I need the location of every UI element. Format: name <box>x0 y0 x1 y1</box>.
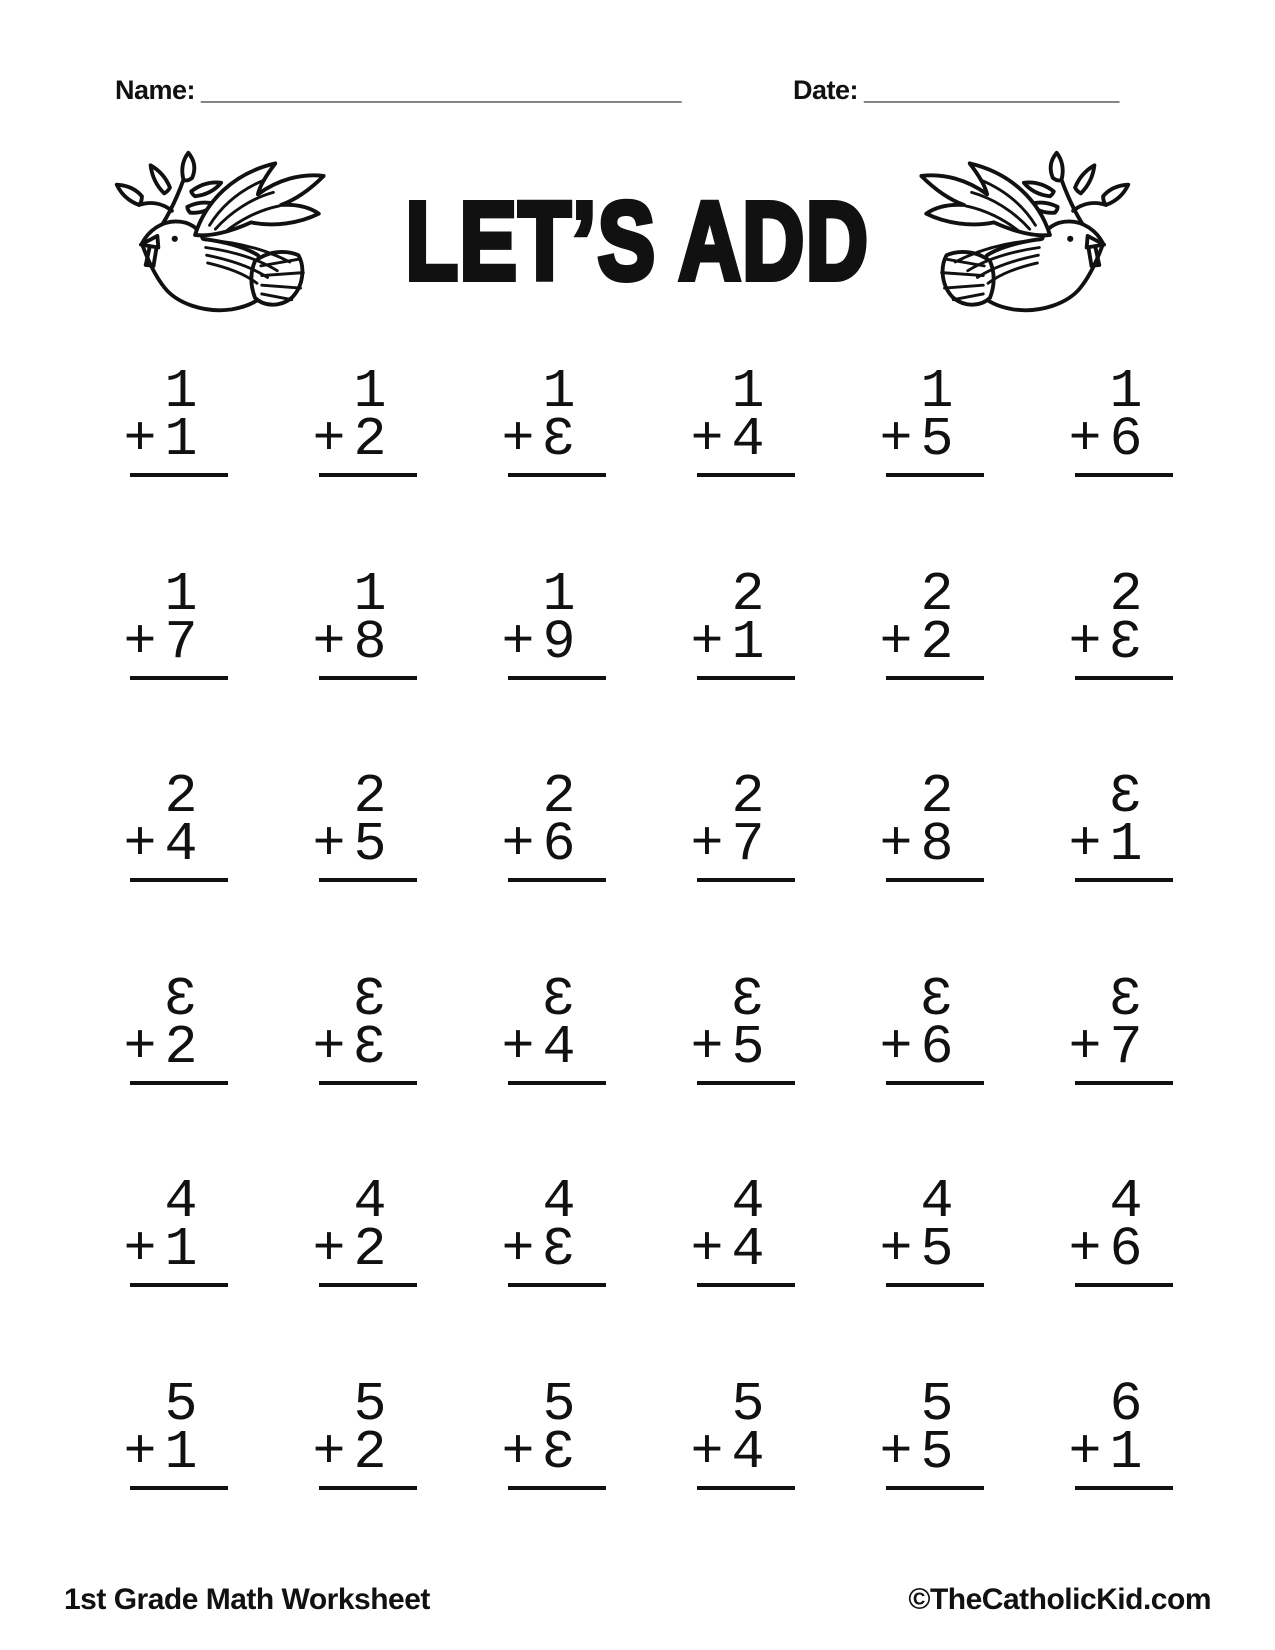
bottom-addend-row <box>492 1218 604 1281</box>
bottom-addend-row <box>114 1015 226 1079</box>
worksheet-title: LET’S ADD <box>405 180 870 303</box>
bottom-addend: 1 <box>164 408 198 471</box>
footer-copyright: ©TheCatholicKid.com <box>908 1583 1211 1616</box>
bottom-addend-row <box>303 610 415 674</box>
top-addend: 4 <box>1109 1170 1143 1233</box>
bottom-addend-row <box>114 610 226 674</box>
answer-line <box>886 473 984 477</box>
answer-line <box>508 1081 606 1085</box>
top-addend: 6 <box>1109 1372 1143 1436</box>
bottom-addend: 3 <box>542 408 576 471</box>
top-addend: 1 <box>164 360 198 423</box>
top-addend: 2 <box>920 765 954 828</box>
plus-icon: + <box>879 1420 913 1484</box>
bottom-addend: 3 <box>542 1420 576 1484</box>
plus-icon: + <box>690 1218 724 1281</box>
bottom-addend: 8 <box>920 813 954 876</box>
addition-problem <box>1059 1170 1171 1381</box>
top-addend: 3 <box>542 967 576 1031</box>
bottom-addend-row <box>870 1218 982 1281</box>
dove-olive-branch-icon-mirrored <box>903 150 1135 316</box>
answer-line <box>1075 1283 1173 1287</box>
addition-problem <box>303 765 415 976</box>
addition-problem <box>870 562 982 774</box>
answer-line <box>886 1283 984 1287</box>
bottom-addend: 6 <box>1109 1218 1143 1281</box>
answer-line <box>886 878 984 882</box>
bottom-addend-row <box>492 1015 604 1079</box>
date-line: _________________ <box>864 75 1120 105</box>
plus-icon: + <box>123 1420 157 1484</box>
bottom-addend: 4 <box>542 1015 576 1079</box>
answer-line <box>130 1081 228 1085</box>
top-addend: 2 <box>731 562 765 626</box>
plus-icon: + <box>312 610 346 674</box>
bottom-addend-row <box>492 813 604 876</box>
top-addend: 4 <box>164 1170 198 1233</box>
problems-grid <box>75 360 1209 1583</box>
addition-problem <box>870 765 982 976</box>
top-addend: 1 <box>920 360 954 423</box>
plus-icon: + <box>1068 813 1102 876</box>
top-addend: 3 <box>731 967 765 1031</box>
bottom-addend: 3 <box>353 1015 387 1079</box>
addition-problem <box>114 765 226 976</box>
bottom-addend-row <box>681 1420 793 1484</box>
plus-icon: + <box>879 408 913 471</box>
top-addend: 1 <box>542 360 576 423</box>
bottom-addend-row <box>681 1218 793 1281</box>
answer-line <box>508 878 606 882</box>
addition-problem <box>492 967 604 1179</box>
addition-problem <box>492 360 604 571</box>
bottom-addend: 1 <box>164 1218 198 1281</box>
top-addend: 5 <box>920 1372 954 1436</box>
bottom-addend: 3 <box>542 1218 576 1281</box>
answer-line <box>319 1283 417 1287</box>
answer-line <box>130 878 228 882</box>
addition-problem <box>870 360 982 571</box>
answer-line <box>319 1486 417 1490</box>
plus-icon: + <box>690 408 724 471</box>
bottom-addend-row <box>492 610 604 674</box>
top-addend: 1 <box>542 562 576 626</box>
plus-icon: + <box>879 610 913 674</box>
bottom-addend: 5 <box>920 1218 954 1281</box>
top-addend: 5 <box>731 1372 765 1436</box>
answer-line <box>886 1486 984 1490</box>
answer-line <box>319 676 417 680</box>
answer-line <box>319 473 417 477</box>
answer-line <box>1075 1081 1173 1085</box>
top-addend: 2 <box>920 562 954 626</box>
name-line: ________________________________ <box>201 75 682 105</box>
addition-problem <box>114 360 226 571</box>
addition-problem <box>114 967 226 1179</box>
bottom-addend: 9 <box>542 610 576 674</box>
addition-problem <box>114 562 226 774</box>
answer-line <box>508 1283 606 1287</box>
bottom-addend-row <box>492 1420 604 1484</box>
answer-line <box>130 1283 228 1287</box>
addition-problem <box>492 765 604 976</box>
plus-icon: + <box>312 1015 346 1079</box>
bottom-addend: 2 <box>353 1420 387 1484</box>
plus-icon: + <box>1068 408 1102 471</box>
addition-problem <box>303 360 415 571</box>
bottom-addend: 4 <box>731 1218 765 1281</box>
bottom-addend-row <box>492 408 604 471</box>
bottom-addend: 2 <box>353 1218 387 1281</box>
addition-problem <box>681 1372 793 1584</box>
bottom-addend: 7 <box>1109 1015 1143 1079</box>
addition-problem <box>303 967 415 1179</box>
bottom-addend: 4 <box>731 1420 765 1484</box>
date-label: Date: <box>793 75 859 105</box>
bottom-addend-row <box>1059 1015 1171 1079</box>
bottom-addend: 2 <box>164 1015 198 1079</box>
top-addend: 5 <box>542 1372 576 1436</box>
bottom-addend-row <box>1059 813 1171 876</box>
addition-problem <box>492 562 604 774</box>
bottom-addend: 7 <box>731 813 765 876</box>
bottom-addend-row <box>870 1420 982 1484</box>
answer-line <box>697 878 795 882</box>
bottom-addend-row <box>303 408 415 471</box>
bottom-addend-row <box>681 610 793 674</box>
plus-icon: + <box>690 813 724 876</box>
addition-problem <box>681 562 793 774</box>
plus-icon: + <box>123 610 157 674</box>
addition-problem <box>870 967 982 1179</box>
top-addend: 2 <box>731 765 765 828</box>
answer-line <box>697 1283 795 1287</box>
answer-line <box>130 473 228 477</box>
bottom-addend-row <box>870 610 982 674</box>
top-addend: 3 <box>1109 967 1143 1031</box>
answer-line <box>1075 676 1173 680</box>
top-addend: 2 <box>164 765 198 828</box>
plus-icon: + <box>501 1420 535 1484</box>
plus-icon: + <box>1068 1015 1102 1079</box>
answer-line <box>697 1081 795 1085</box>
addition-problem <box>681 967 793 1179</box>
plus-icon: + <box>690 1015 724 1079</box>
name-field <box>115 74 682 106</box>
top-addend: 4 <box>731 1170 765 1233</box>
bottom-addend-row <box>1059 1218 1171 1281</box>
answer-line <box>319 878 417 882</box>
addition-problem <box>114 1372 226 1584</box>
answer-line <box>508 473 606 477</box>
bottom-addend-row <box>1059 610 1171 674</box>
bottom-addend-row <box>870 813 982 876</box>
plus-icon: + <box>1068 1420 1102 1484</box>
plus-icon: + <box>501 610 535 674</box>
date-field <box>793 74 1119 106</box>
addition-problem <box>681 1170 793 1381</box>
addition-problem <box>1059 562 1171 774</box>
bottom-addend: 2 <box>353 408 387 471</box>
bottom-addend: 6 <box>920 1015 954 1079</box>
name-label: Name: <box>115 75 196 105</box>
addition-problem <box>1059 360 1171 571</box>
addition-problem <box>303 562 415 774</box>
top-addend: 5 <box>164 1372 198 1436</box>
answer-line <box>886 676 984 680</box>
bottom-addend-row <box>114 408 226 471</box>
bottom-addend: 4 <box>731 408 765 471</box>
answer-line <box>697 1486 795 1490</box>
plus-icon: + <box>501 813 535 876</box>
plus-icon: + <box>690 610 724 674</box>
plus-icon: + <box>501 1218 535 1281</box>
bottom-addend-row <box>681 1015 793 1079</box>
bottom-addend: 8 <box>353 610 387 674</box>
plus-icon: + <box>123 1015 157 1079</box>
bottom-addend: 5 <box>920 1420 954 1484</box>
top-addend: 1 <box>353 360 387 423</box>
addition-problem <box>870 1170 982 1381</box>
plus-icon: + <box>879 1015 913 1079</box>
plus-icon: + <box>123 408 157 471</box>
answer-line <box>508 676 606 680</box>
bottom-addend: 2 <box>920 610 954 674</box>
bottom-addend: 3 <box>1109 610 1143 674</box>
bottom-addend-row <box>114 1420 226 1484</box>
plus-icon: + <box>879 1218 913 1281</box>
bottom-addend: 1 <box>1109 813 1143 876</box>
top-addend: 3 <box>164 967 198 1031</box>
plus-icon: + <box>312 813 346 876</box>
bottom-addend-row <box>303 1420 415 1484</box>
bottom-addend-row <box>303 1015 415 1079</box>
bottom-addend: 1 <box>1109 1420 1143 1484</box>
top-addend: 4 <box>353 1170 387 1233</box>
bottom-addend: 5 <box>731 1015 765 1079</box>
bottom-addend-row <box>303 813 415 876</box>
plus-icon: + <box>690 1420 724 1484</box>
bottom-addend-row <box>1059 408 1171 471</box>
bottom-addend-row <box>1059 1420 1171 1484</box>
plus-icon: + <box>501 408 535 471</box>
top-addend: 4 <box>920 1170 954 1233</box>
answer-line <box>697 676 795 680</box>
bottom-addend-row <box>114 1218 226 1281</box>
bottom-addend: 5 <box>920 408 954 471</box>
bottom-addend: 1 <box>731 610 765 674</box>
top-addend: 1 <box>1109 360 1143 423</box>
bottom-addend-row <box>870 408 982 471</box>
addition-problem <box>681 765 793 976</box>
answer-line <box>1075 878 1173 882</box>
answer-line <box>886 1081 984 1085</box>
bottom-addend: 4 <box>164 813 198 876</box>
plus-icon: + <box>312 408 346 471</box>
top-addend: 3 <box>353 967 387 1031</box>
addition-problem <box>1059 765 1171 976</box>
addition-problem <box>870 1372 982 1584</box>
bottom-addend: 6 <box>1109 408 1143 471</box>
plus-icon: + <box>1068 1218 1102 1281</box>
top-addend: 3 <box>920 967 954 1031</box>
bottom-addend: 5 <box>353 813 387 876</box>
bottom-addend-row <box>114 813 226 876</box>
bottom-addend: 1 <box>164 1420 198 1484</box>
plus-icon: + <box>312 1218 346 1281</box>
addition-problem <box>681 360 793 571</box>
plus-icon: + <box>501 1015 535 1079</box>
bottom-addend: 6 <box>542 813 576 876</box>
plus-icon: + <box>123 1218 157 1281</box>
addition-problem <box>303 1372 415 1584</box>
top-addend: 4 <box>542 1170 576 1233</box>
footer-worksheet-type: 1st Grade Math Worksheet <box>64 1583 430 1616</box>
bottom-addend-row <box>303 1218 415 1281</box>
top-addend: 1 <box>164 562 198 626</box>
bottom-addend: 7 <box>164 610 198 674</box>
answer-line <box>130 1486 228 1490</box>
answer-line <box>130 676 228 680</box>
addition-problem <box>492 1372 604 1584</box>
plus-icon: + <box>879 813 913 876</box>
top-addend: 1 <box>731 360 765 423</box>
answer-line <box>697 473 795 477</box>
addition-problem <box>1059 967 1171 1179</box>
plus-icon: + <box>123 813 157 876</box>
bottom-addend-row <box>681 813 793 876</box>
bottom-addend-row <box>681 408 793 471</box>
plus-icon: + <box>312 1420 346 1484</box>
answer-line <box>508 1486 606 1490</box>
bottom-addend-row <box>870 1015 982 1079</box>
addition-problem <box>492 1170 604 1381</box>
plus-icon: + <box>1068 610 1102 674</box>
top-addend: 1 <box>353 562 387 626</box>
answer-line <box>1075 473 1173 477</box>
top-addend: 2 <box>542 765 576 828</box>
addition-problem <box>114 1170 226 1381</box>
addition-problem <box>303 1170 415 1381</box>
top-addend: 5 <box>353 1372 387 1436</box>
top-addend: 2 <box>1109 562 1143 626</box>
top-addend: 2 <box>353 765 387 828</box>
answer-line <box>1075 1486 1173 1490</box>
answer-line <box>319 1081 417 1085</box>
addition-problem <box>1059 1372 1171 1584</box>
top-addend: 3 <box>1109 765 1143 828</box>
